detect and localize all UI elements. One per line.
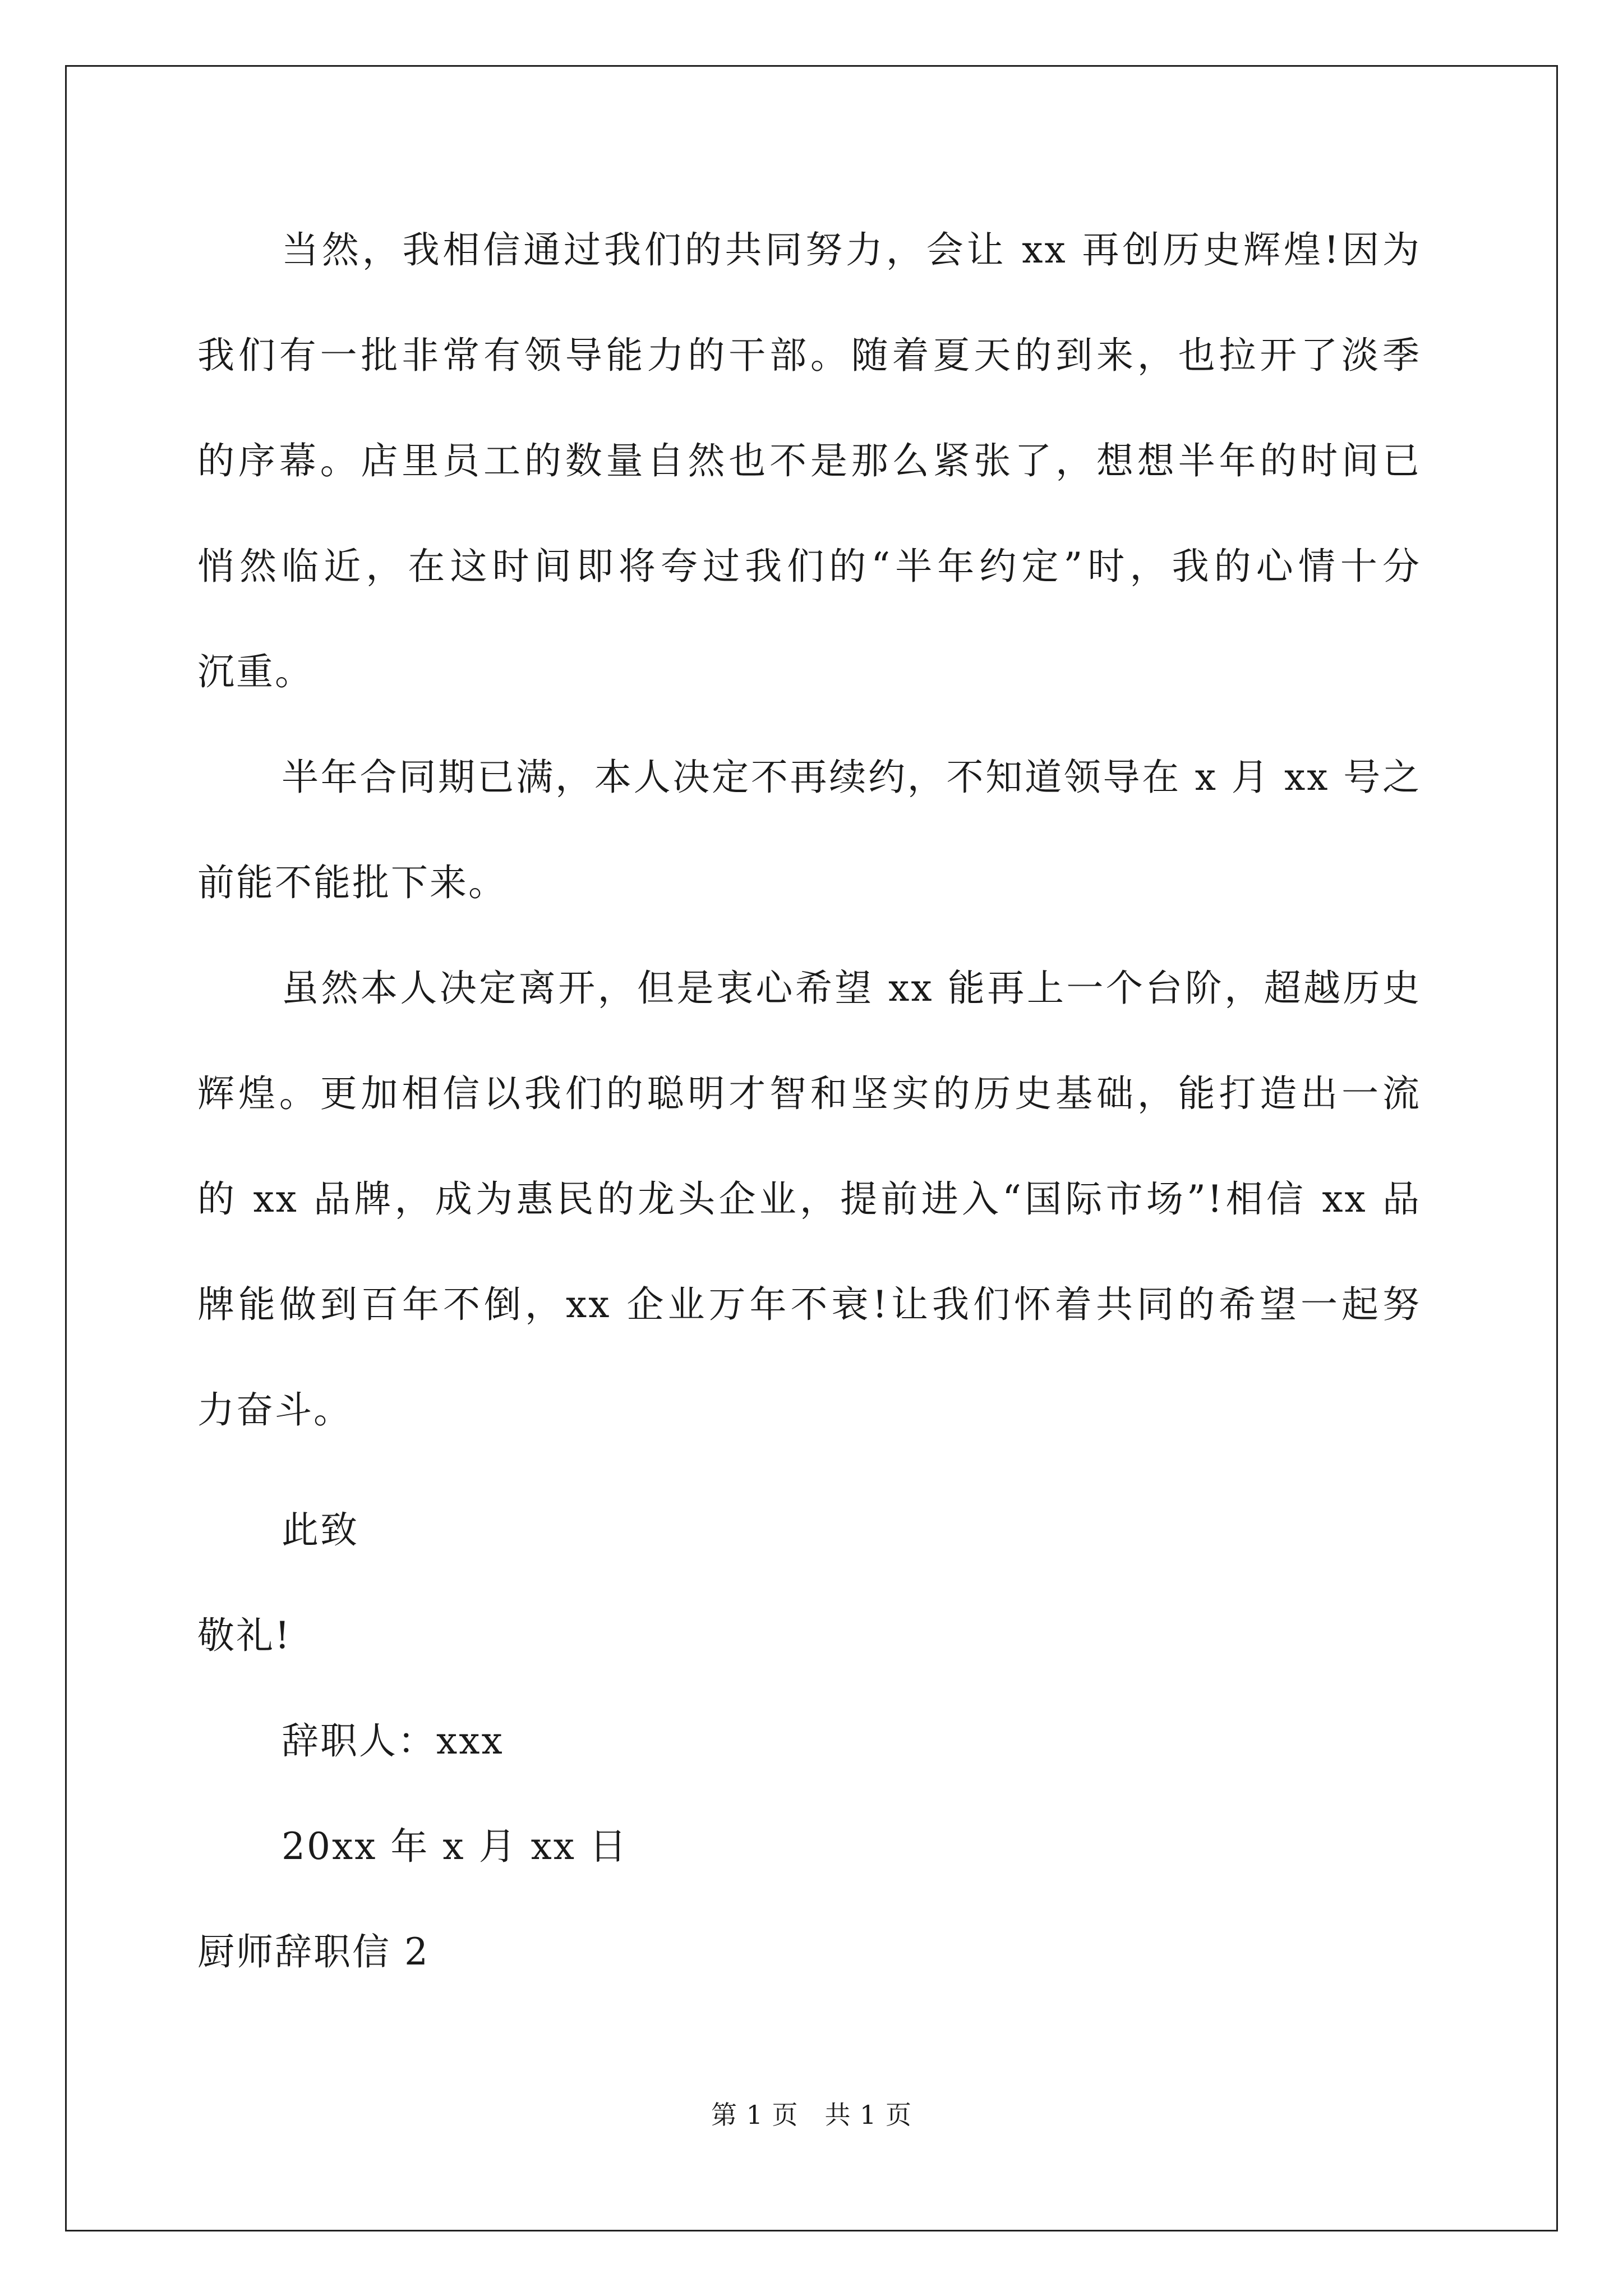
footer-spacer <box>799 2100 825 2130</box>
paragraph-3-line-3: 的 xx 品牌，成为惠民的龙头企业，提前进入“国际市场”!相信 xx 品 <box>197 1177 1421 1221</box>
page-footer <box>0 2099 1623 2131</box>
paragraph-3-line-5: 力奋斗。 <box>197 1388 352 1432</box>
paragraph-1-line-4: 悄然临近，在这时间即将夸过我们的“半年约定”时，我的心情十分 <box>197 545 1421 588</box>
next-letter-title: 厨师辞职信 2 <box>197 1930 430 1973</box>
paragraph-2-line-2: 前能不能批下来。 <box>197 861 507 904</box>
total-pages-label: 共 1 页 <box>824 2100 912 2130</box>
paragraph-1-line-5: 沉重。 <box>197 650 313 693</box>
paragraph-1-line-3: 的序幕。店里员工的数量自然也不是那么紧张了，想想半年的时间已 <box>197 439 1421 482</box>
paragraph-3-line-1: 虽然本人决定离开，但是衷心希望 xx 能再上一个台阶，超越历史 <box>282 967 1421 1010</box>
paragraph-2-line-1: 半年合同期已满，本人决定不再续约，不知道领导在 x 月 xx 号之 <box>282 756 1421 799</box>
paragraph-1-line-2: 我们有一批非常有领导能力的干部。随着夏天的到来，也拉开了淡季 <box>197 334 1421 377</box>
paragraph-3-line-2: 辉煌。更加相信以我们的聪明才智和坚实的历史基础，能打造出一流 <box>197 1072 1421 1115</box>
closing-greeting: 此致 <box>282 1508 359 1552</box>
page-number-label: 第 1 页 <box>711 2100 799 2130</box>
paragraph-1-line-1: 当然，我相信通过我们的共同努力，会让 xx 再创历史辉煌!因为 <box>282 228 1421 272</box>
closing-salute: 敬礼! <box>197 1614 292 1657</box>
paragraph-3-line-4: 牌能做到百年不倒，xx 企业万年不衰!让我们怀着共同的希望一起努 <box>197 1283 1421 1326</box>
signer-line: 辞职人：xxx <box>282 1719 504 1763</box>
date-line: 20xx 年 x 月 xx 日 <box>282 1825 628 1868</box>
